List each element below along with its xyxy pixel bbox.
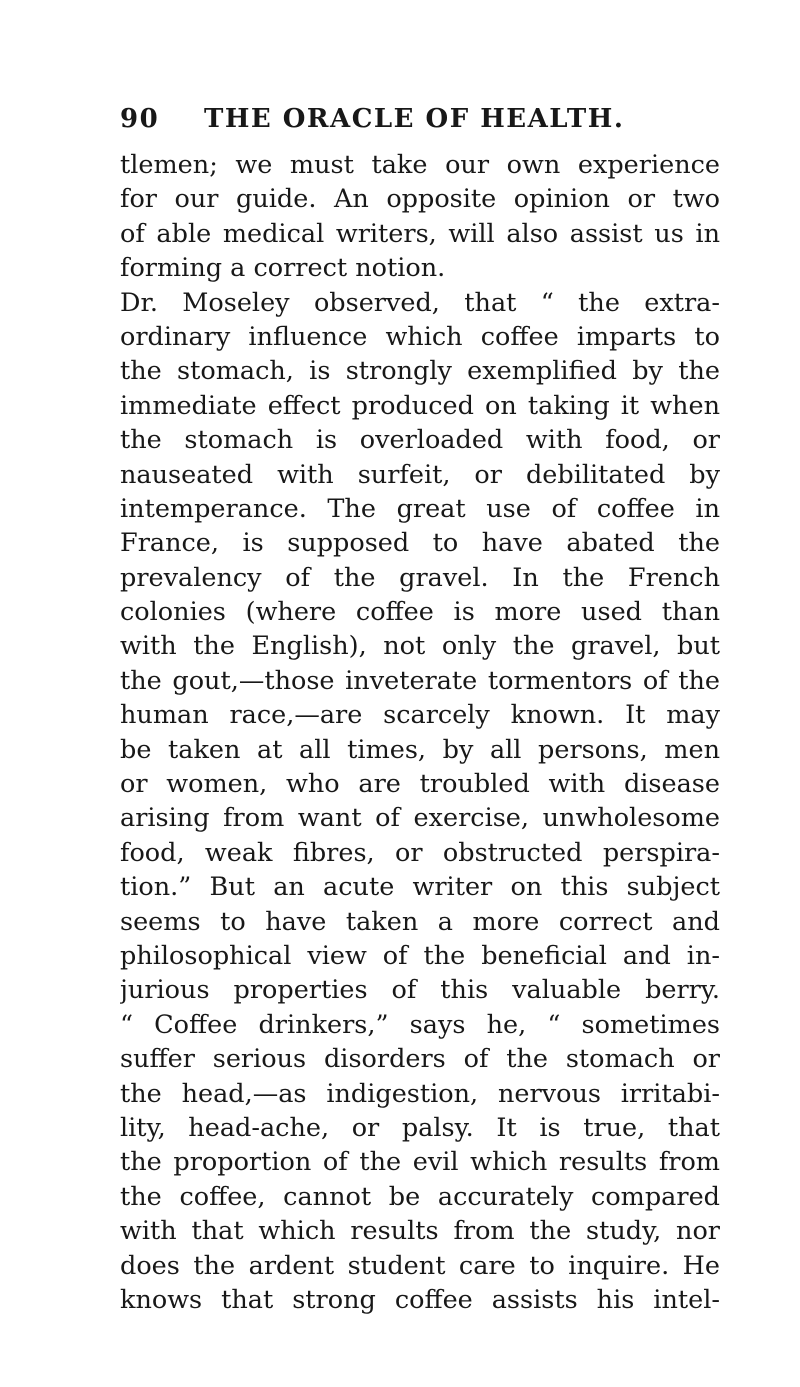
- text-line: nauseated with surfeit, or debilitated by: [120, 459, 720, 490]
- text-line: “ Coffee drinkers,” says he, “ sometimes: [120, 1009, 720, 1040]
- text-line: intemperance. The great use of coffee in: [120, 493, 720, 524]
- text-line: food, weak fibres, or obstructed perspira-: [120, 837, 720, 868]
- text-line: lity, head-ache, or palsy. It is true, that: [120, 1112, 720, 1143]
- text-line: knows that strong coffee assists his intel-: [120, 1284, 720, 1315]
- text-line: the stomach, is strongly exemplified by the: [120, 356, 720, 387]
- page-number: 90: [120, 104, 160, 134]
- text-line: tion.” But an acute writer on this subject: [120, 872, 720, 903]
- text-line: the proportion of the evil which results from: [120, 1147, 720, 1178]
- text-line: philosophical view of the beneficial and in-: [120, 940, 720, 971]
- text-line: seems to have taken a more correct and: [120, 906, 720, 937]
- text-line: ordinary influence which coffee imparts to: [120, 321, 720, 352]
- text-line: does the ardent student care to inquire. He: [120, 1250, 720, 1281]
- text-line: for our guide. An opposite opinion or two: [120, 184, 720, 215]
- text-line: prevalency of the gravel. In the French: [120, 562, 720, 593]
- text-line: with that which results from the study, nor: [120, 1216, 720, 1247]
- text-line: tlemen; we must take our own experience: [120, 150, 720, 180]
- text-line: Dr. Moseley observed, that “ the extra-: [120, 287, 720, 318]
- text-line: the gout,—those inveterate tormentors of the: [120, 665, 720, 696]
- text-line: the coffee, cannot be accurately compared: [120, 1181, 720, 1212]
- text-line: suffer serious disorders of the stomach or: [120, 1044, 720, 1075]
- body-text: [120, 148, 720, 1317]
- running-head: [120, 104, 680, 144]
- running-title: THE ORACLE OF HEALTH.: [204, 104, 625, 134]
- text-line: colonies (where coffee is more used than: [120, 597, 720, 628]
- text-line: of able medical writers, will also assist us in: [120, 218, 720, 249]
- text-line: or women, who are troubled with disease: [120, 769, 720, 800]
- text-line: arising from want of exercise, unwholesome: [120, 803, 720, 834]
- text-line: jurious properties of this valuable berry.: [120, 975, 720, 1006]
- text-line: forming a correct notion.: [120, 253, 446, 284]
- text-line: France, is supposed to have abated the: [120, 528, 720, 559]
- text-line: be taken at all times, by all persons, men: [120, 734, 720, 765]
- text-line: the head,—as indigestion, nervous irritabi-: [120, 1078, 720, 1109]
- text-line: human race,—are scarcely known. It may: [120, 700, 720, 731]
- text-line: with the English), not only the gravel, but: [120, 631, 720, 662]
- text-line: the stomach is overloaded with food, or: [120, 425, 720, 456]
- text-line: immediate effect produced on taking it when: [120, 390, 720, 421]
